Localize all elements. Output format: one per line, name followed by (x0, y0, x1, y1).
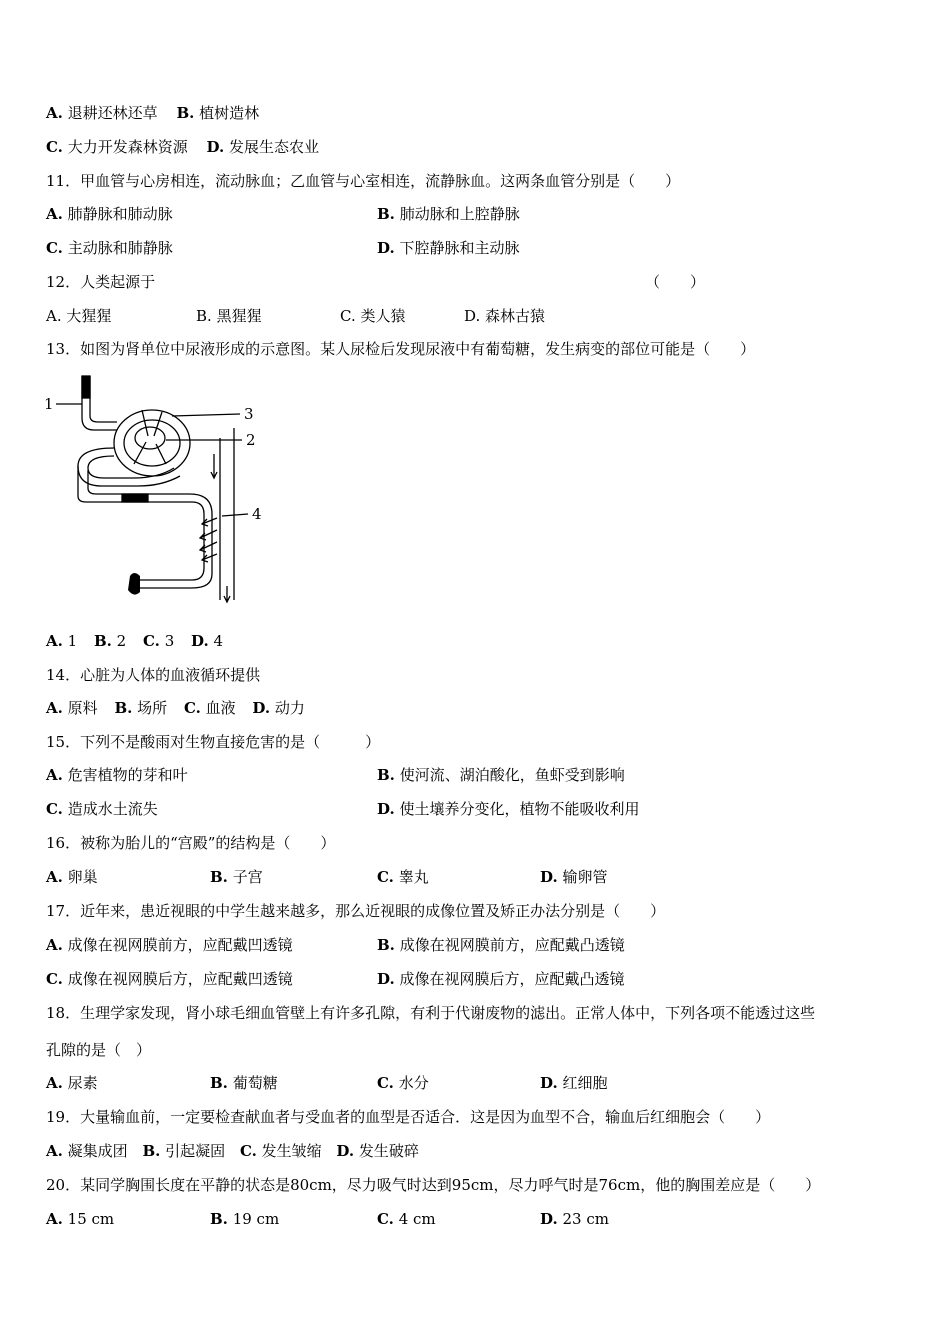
question-stem-18-line2: 孔隙的是（ ） (46, 1041, 152, 1059)
question-stem-11: 11．甲血管与心房相连，流动脉血；乙血管与心室相连，流静脉血。这两条血管分别是（ ） (46, 172, 681, 190)
option-d: D. 森林古猿 (464, 307, 546, 325)
question-stem-13: 13．如图为肾单位中尿液形成的示意图。某人尿检后发现尿液中有葡萄糖，发生病变的部位可能是（ ） (46, 340, 756, 358)
q19-options: A. 凝集成团 B. 引起凝固 C. 发生皱缩 D. 发生破碎 (46, 1142, 419, 1160)
tube-marker-top (82, 376, 90, 398)
option-c: C. 4 cm (377, 1210, 436, 1228)
question-stem-14: 14．心脏为人体的血液循环提供 (46, 666, 261, 684)
option-d: D. 下腔静脉和主动脉 (377, 239, 520, 257)
q10-options-row1 (46, 103, 259, 123)
q14-options: A. 原料 B. 场所 C. 血液 D. 动力 (46, 699, 305, 717)
option-a: A. 大猩猩 (46, 307, 112, 325)
q13-options: A. 1 B. 2 C. 3 D. 4 (46, 632, 224, 650)
option-b: B. 19 cm (210, 1210, 280, 1228)
option-c: C. 成像在视网膜后方，应配戴凹透镜 (46, 970, 293, 988)
option-label: A. (46, 104, 63, 122)
question-stem-17: 17．近年来，患近视眼的中学生越来越多，那么近视眼的成像位置及矫正办法分别是（ ） (46, 902, 666, 920)
q10-options-row2 (46, 137, 319, 157)
outflow-blob (128, 573, 140, 595)
arrow-down-2 (224, 586, 230, 602)
question-stem-19: 19．大量输血前，一定要检查献血者与受血者的血型是否适合．这是因为血型不合，输血后红细胞会（ ） (46, 1108, 771, 1126)
option-d: D. 使土壤养分变化，植物不能吸收利用 (377, 800, 640, 818)
arrow-1 (142, 410, 148, 436)
option-d: D. 23 cm (540, 1210, 609, 1228)
option-text: 发展生态农业 (228, 138, 319, 156)
loop-outer (78, 448, 180, 486)
option-b: B. 肺动脉和上腔静脉 (377, 205, 520, 223)
leader-4 (222, 514, 248, 516)
option-c: C. 主动脉和肺静脉 (46, 239, 173, 257)
answer-paren: （ ） (645, 273, 706, 291)
option-b: B. 葡萄糖 (210, 1074, 278, 1092)
question-stem-15: 15．下列不是酸雨对生物直接危害的是（ ） (46, 733, 381, 751)
option-a: A. 肺静脉和肺动脉 (46, 205, 173, 223)
option-a: A. 危害植物的芽和叶 (46, 766, 188, 784)
option-b: B. 使河流、湖泊酸化，鱼虾受到影响 (377, 766, 625, 784)
arrow-3 (134, 442, 146, 464)
option-c: C. 造成水土流失 (46, 800, 158, 818)
diagram-label-4: 4 (252, 505, 262, 523)
diagram-label-2: 2 (246, 431, 256, 449)
option-text: 植树造林 (199, 104, 260, 122)
glomerulus (135, 427, 165, 449)
option-b: B. 成像在视网膜前方，应配戴凸透镜 (377, 936, 625, 954)
arrow-2 (154, 412, 162, 436)
afferent-tube-inner (90, 376, 117, 422)
option-c: C. 睾丸 (377, 868, 429, 886)
diagram-label-3: 3 (244, 405, 254, 423)
question-stem-16: 16．被称为胎儿的“宫殿”的结构是（ ） (46, 834, 336, 852)
option-b: B. 黑猩猩 (196, 307, 262, 325)
question-stem-20: 20．某同学胸围长度在平静的状态是80cm，尽力吸气时达到95cm，尽力呼气时是76cm，他的胸围差应是（ ） (46, 1176, 821, 1194)
option-c: C. 水分 (377, 1074, 429, 1092)
loop-inner (88, 456, 174, 478)
option-b: B. 子宫 (210, 868, 263, 886)
option-label: C. (46, 138, 63, 156)
option-label: B. (176, 104, 195, 122)
option-c: C. 类人猿 (340, 307, 406, 325)
option-d: D. 输卵管 (540, 868, 608, 886)
reabsorb-arrow-2 (200, 530, 217, 540)
option-d: D. 成像在视网膜后方，应配戴凸透镜 (377, 970, 625, 988)
diagram-label-1: 1 (44, 395, 54, 413)
tubule-inner (88, 470, 212, 588)
option-text: 退耕还林还草 (67, 104, 158, 122)
option-a: A. 成像在视网膜前方，应配戴凹透镜 (46, 936, 293, 954)
arrow-down-1 (211, 454, 217, 478)
tube-marker-mid (122, 494, 148, 502)
option-a: A. 尿素 (46, 1074, 98, 1092)
option-a: A. 15 cm (46, 1210, 115, 1228)
nephron-diagram (42, 368, 272, 606)
question-stem-12: 12．人类起源于 (46, 273, 156, 291)
option-a: A. 卵巢 (46, 868, 98, 886)
tubule-outer (78, 466, 204, 580)
option-d: D. 红细胞 (540, 1074, 608, 1092)
reabsorb-arrow-3 (200, 542, 217, 552)
arrow-4 (156, 444, 166, 464)
option-text: 大力开发森林资源 (67, 138, 188, 156)
question-stem-18-line1: 18．生理学家发现，肾小球毛细血管壁上有许多孔隙，有利于代谢废物的滤出。正常人体中，下列各项不能透过这些 (46, 1004, 816, 1022)
leader-3 (172, 414, 240, 416)
option-label: D. (206, 138, 225, 156)
